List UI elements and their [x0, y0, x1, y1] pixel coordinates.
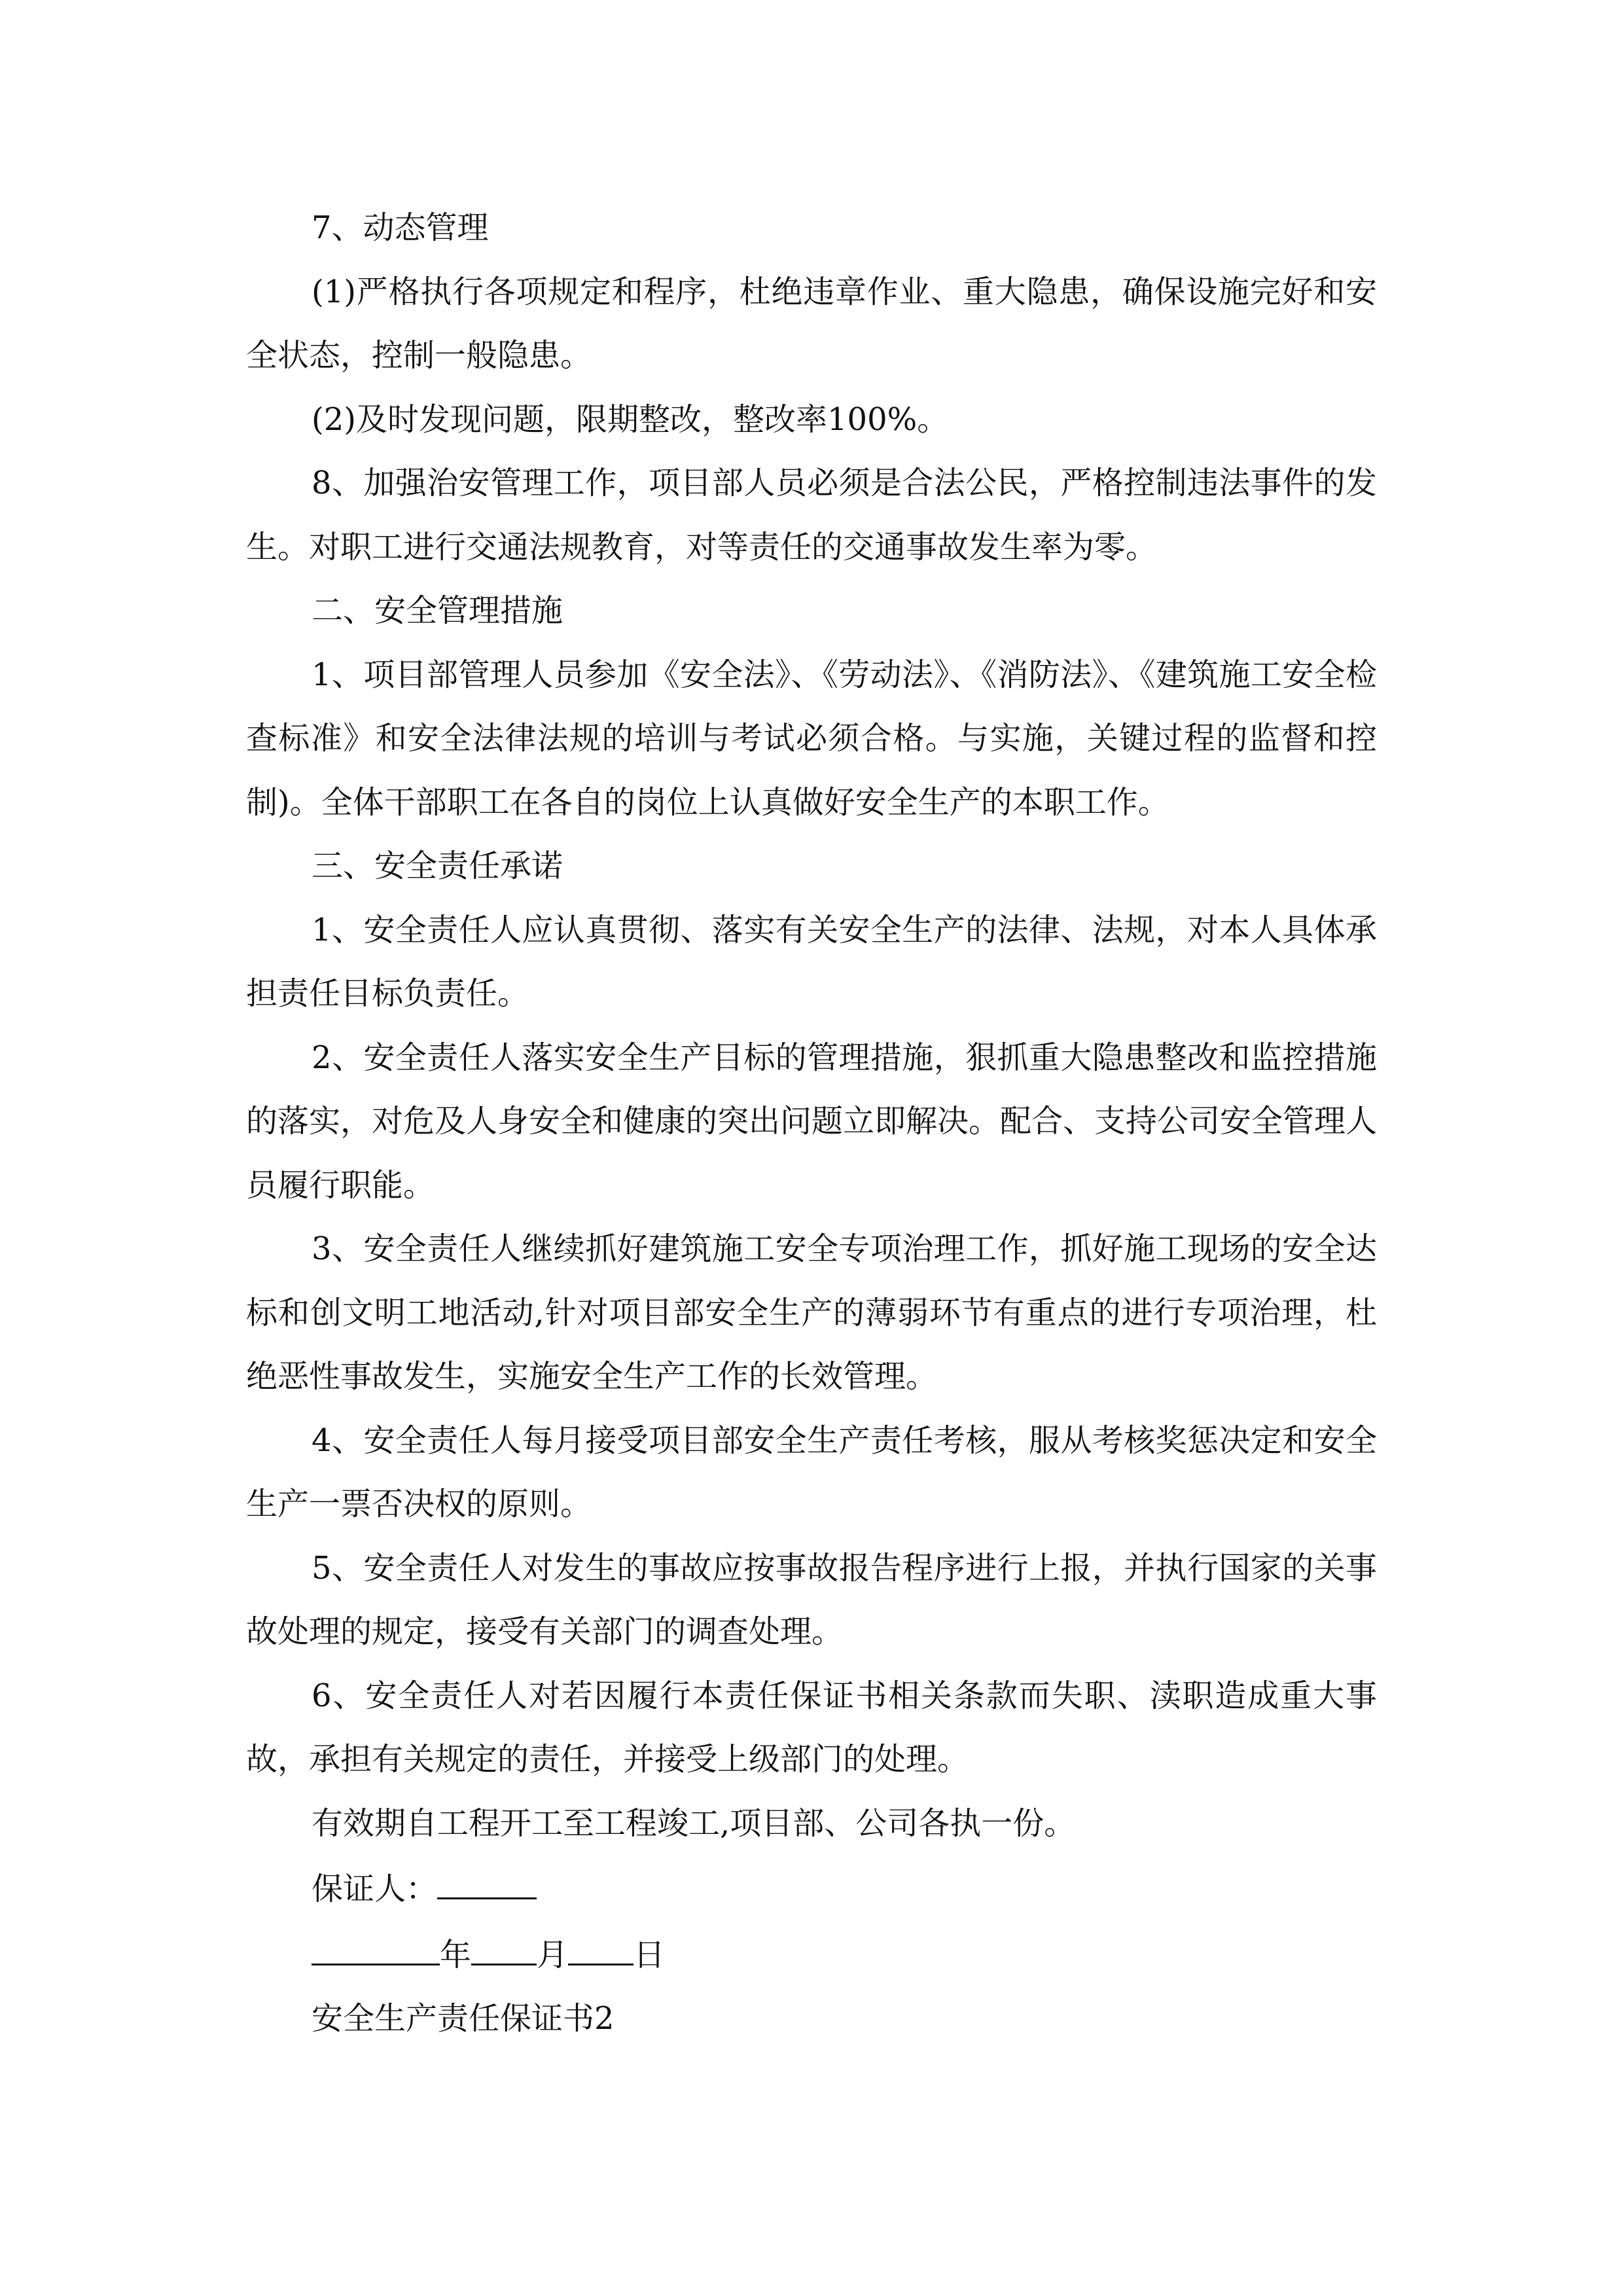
section-heading-dynamic-management: 7、动态管理	[312, 209, 489, 246]
validity-statement: 有效期自工程开工至工程竣工,项目部、公司各执一份。	[312, 1804, 1076, 1842]
section-heading-safety-measures: 二、安全管理措施	[312, 592, 563, 629]
paragraph: 3、安全责任人继续抓好建筑施工安全专项治理工作，抓好施工现场的安全达标和创文明工地活动,针对项目部安全生产的薄弱环节有重点的进行专项治理，杜绝恶性事故发生，实施安全生产工作的长效管理。	[246, 1230, 1377, 1395]
day-blank	[568, 1922, 633, 1965]
paragraph: (2)及时发现问题，限期整改，整改率100%。	[312, 401, 949, 438]
signature-label: 保证人：	[312, 1871, 438, 1907]
section-heading-safety-commitment: 三、安全责任承诺	[312, 848, 563, 884]
paragraph: 8、加强治安管理工作，项目部人员必须是合法公民，严格控制违法事件的发生。对职工进行交通法规教育，对等责任的交通事故发生率为零。	[246, 465, 1377, 565]
paragraph: 5、安全责任人对发生的事故应按事故报告程序进行上报，并执行国家的关事故处理的规定，接受有关部门的调查处理。	[246, 1549, 1377, 1650]
paragraph: (1)严格执行各项规定和程序，杜绝违章作业、重大隐患，确保设施完好和安全状态，控制一般隐患。	[246, 273, 1377, 374]
document-body	[246, 196, 1377, 2051]
day-label: 日	[633, 1936, 666, 1973]
year-label: 年	[440, 1936, 472, 1973]
signature-blank	[437, 1856, 537, 1899]
next-document-title: 安全生产责任保证书2	[312, 2000, 615, 2037]
signature-line	[246, 1856, 1377, 1922]
month-label: 月	[537, 1936, 569, 1973]
paragraph: 6、安全责任人对若因履行本责任保证书相关条款而失职、渎职造成重大事故，承担有关规定的责任，并接受上级部门的处理。	[246, 1677, 1377, 1778]
paragraph: 1、安全责任人应认真贯彻、落实有关安全生产的法律、法规，对本人具体承担责任目标负责任。	[246, 911, 1377, 1012]
month-blank	[471, 1922, 537, 1965]
paragraph: 2、安全责任人落实安全生产目标的管理措施，狠抓重大隐患整改和监控措施的落实，对危及人身安全和健康的突出问题立即解决。配合、支持公司安全管理人员履行职能。	[246, 1039, 1378, 1204]
year-blank	[312, 1922, 440, 1965]
date-line	[246, 1922, 1377, 1988]
paragraph: 1、项目部管理人员参加《安全法》、《劳动法》、《消防法》、《建筑施工安全检查标准》和安全法律法规的培训与考试必须合格。与实施，关键过程的监督和控制)。全体干部职工在各自的岗位上认真做好安全生产的本职工作。	[246, 656, 1377, 821]
paragraph: 4、安全责任人每月接受项目部安全生产责任考核，服从考核奖惩决定和安全生产一票否决权的原则。	[246, 1422, 1377, 1522]
